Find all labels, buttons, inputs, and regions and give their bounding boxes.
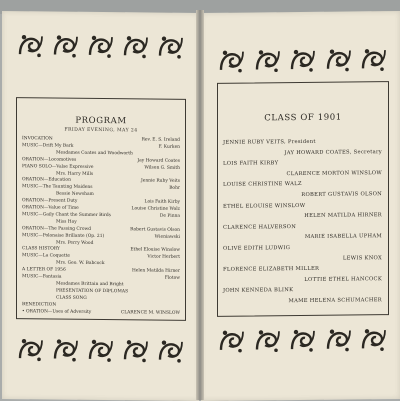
scroll-ornament-icon (51, 334, 81, 364)
program-item: PIANO SOLO—Valse Expressive (22, 163, 94, 170)
program-item: ORATION—Education (22, 177, 71, 184)
program-credit: Robert Gustavis Olson (130, 226, 180, 233)
program-performer: PRESENTATION OF DIPLOMAS (56, 288, 129, 295)
class-member: MAME HELENA SCHUMACHER (288, 297, 382, 305)
scroll-ornament-icon (16, 334, 46, 364)
program-credit: F. Kurken (158, 144, 180, 150)
program-performer: Bessie Newsham (56, 191, 94, 198)
scroll-ornament-icon (359, 44, 389, 74)
book-gutter (196, 10, 204, 400)
scroll-ornament-icon (324, 324, 354, 354)
scroll-ornament-icon (217, 46, 247, 76)
scroll-ornament-icon (156, 336, 186, 366)
program-credit: De Pinna (159, 213, 180, 219)
program-credit: Wieniawski (154, 234, 180, 240)
scroll-ornament-icon (288, 325, 318, 355)
program-credit: Wilson G. Smith (144, 165, 180, 171)
program-item: MUSIC—Fantasia (22, 274, 62, 280)
class-member: HELEN MATILDA HIRNER (304, 212, 382, 220)
scroll-ornament-icon (253, 325, 283, 355)
class-member: CLARENCE HALVERSON (223, 223, 297, 231)
class-member: ETHEL ELOUISE WINSLOW (223, 202, 306, 210)
scroll-ornament-icon (51, 30, 81, 60)
scroll-ornament-icon (253, 45, 283, 75)
program-item: ORATION—Present Duty (22, 198, 78, 204)
scroll-ornament-icon (288, 45, 318, 75)
program-credit: Helen Matilda Hirner (131, 268, 180, 274)
scroll-ornament-icon (86, 335, 116, 365)
scroll-ornament-icon (324, 44, 354, 74)
class-member: JAY HOWARD COATES, Secretary (284, 148, 382, 156)
program-performer: Mrs. Geo. W. Babcock (56, 260, 105, 267)
program-item: • ORATION—Uses of Adversity (22, 308, 92, 315)
program-credit: Ethel Elouise Winslow (130, 247, 180, 254)
ornamental-border-bottom (217, 323, 389, 357)
program-item: MUSIC—Drift My Bark (22, 143, 74, 149)
program-item: MUSIC—The Taunting Maidens (22, 184, 93, 191)
scroll-ornament-icon (16, 30, 46, 60)
program-item: INVOCATION (22, 136, 53, 142)
class-member: LOUISE CHRISTINE WALZ (223, 181, 302, 189)
class-member: MARIE ISABELLA UPHAM (304, 233, 382, 241)
ornamental-border-top (16, 29, 186, 63)
program-item: ORATION—Value of Time (22, 205, 79, 211)
program-item: MUSIC—La Coquette (22, 253, 70, 259)
program-performer: Mesdames Coates and Woodworth (56, 150, 133, 157)
class-member: JENNIE RUBY VEITS, President (223, 138, 316, 146)
scroll-ornament-icon (217, 326, 247, 356)
program-credit: Rev. E. S. Ireland (141, 137, 180, 143)
program-date: FRIDAY EVENING, MAY 24 (64, 127, 138, 134)
class-member: LEWIS KNOX (342, 254, 382, 262)
program-item: ORATION—Locomotives (22, 156, 77, 163)
program-credit: Louise Christine Walz (131, 206, 180, 212)
program-item: BENEDICTION (22, 301, 57, 308)
program-credit: Jay Howard Coates (137, 158, 180, 164)
program-credit: Victor Herbert (147, 254, 180, 261)
program-item: ORATION—The Passing Crowd (22, 225, 92, 232)
class-member: OLIVE EDITH LUDWIG (223, 245, 291, 252)
scroll-ornament-icon (359, 324, 389, 354)
program-item: MUSIC—Polonaise Brillante (Op. 21) (22, 232, 105, 239)
program-credit: Lois Faith Kirby (144, 199, 180, 205)
class-member: JOHN KENNEDA BLINK (223, 287, 294, 295)
class-member: ROBERT GUSTAVIS OLSON (301, 191, 382, 198)
program-performer: Mrs. Perry Wood (56, 240, 94, 246)
ornamental-border-bottom (16, 333, 186, 367)
class-member: LOIS FAITH KIRBY (223, 160, 279, 167)
right-page (201, 11, 400, 401)
program-heading: PROGRAM (75, 115, 127, 127)
class-member: LOTTIE ETHEL HANCOCK (304, 275, 382, 283)
class-member: FLORENCE ELIZABETH MILLER (223, 265, 320, 273)
program-item: CLASS HISTORY (22, 246, 60, 252)
class-member: CLARENCE MORTON WINSLOW (286, 169, 382, 177)
program-credit: CLARENCE M. WINSLOW (120, 309, 180, 316)
program-credit: Flotow (164, 275, 180, 281)
program-item: A LETTER OF 1956 (22, 267, 66, 273)
ornamental-border-top (217, 43, 389, 77)
program-credit: Bohr (169, 186, 180, 192)
scroll-ornament-icon (156, 32, 186, 62)
program-performer: CLASS SONG (56, 295, 87, 301)
program-performer: Miss Hoy (56, 219, 77, 225)
program-performer: Mrs. Harry Mills (56, 171, 94, 177)
left-page (2, 11, 199, 401)
program-item: MUSIC—Gaily Chant the Summer Birds (22, 212, 111, 218)
scroll-ornament-icon (121, 31, 151, 61)
scroll-ornament-icon (86, 31, 116, 61)
program-credit: Jennie Ruby Veits (140, 178, 180, 185)
class-heading: CLASS OF 1901 (264, 112, 342, 124)
scroll-ornament-icon (121, 335, 151, 365)
program-performer: Mesdames Brittain and Bright (56, 281, 124, 288)
